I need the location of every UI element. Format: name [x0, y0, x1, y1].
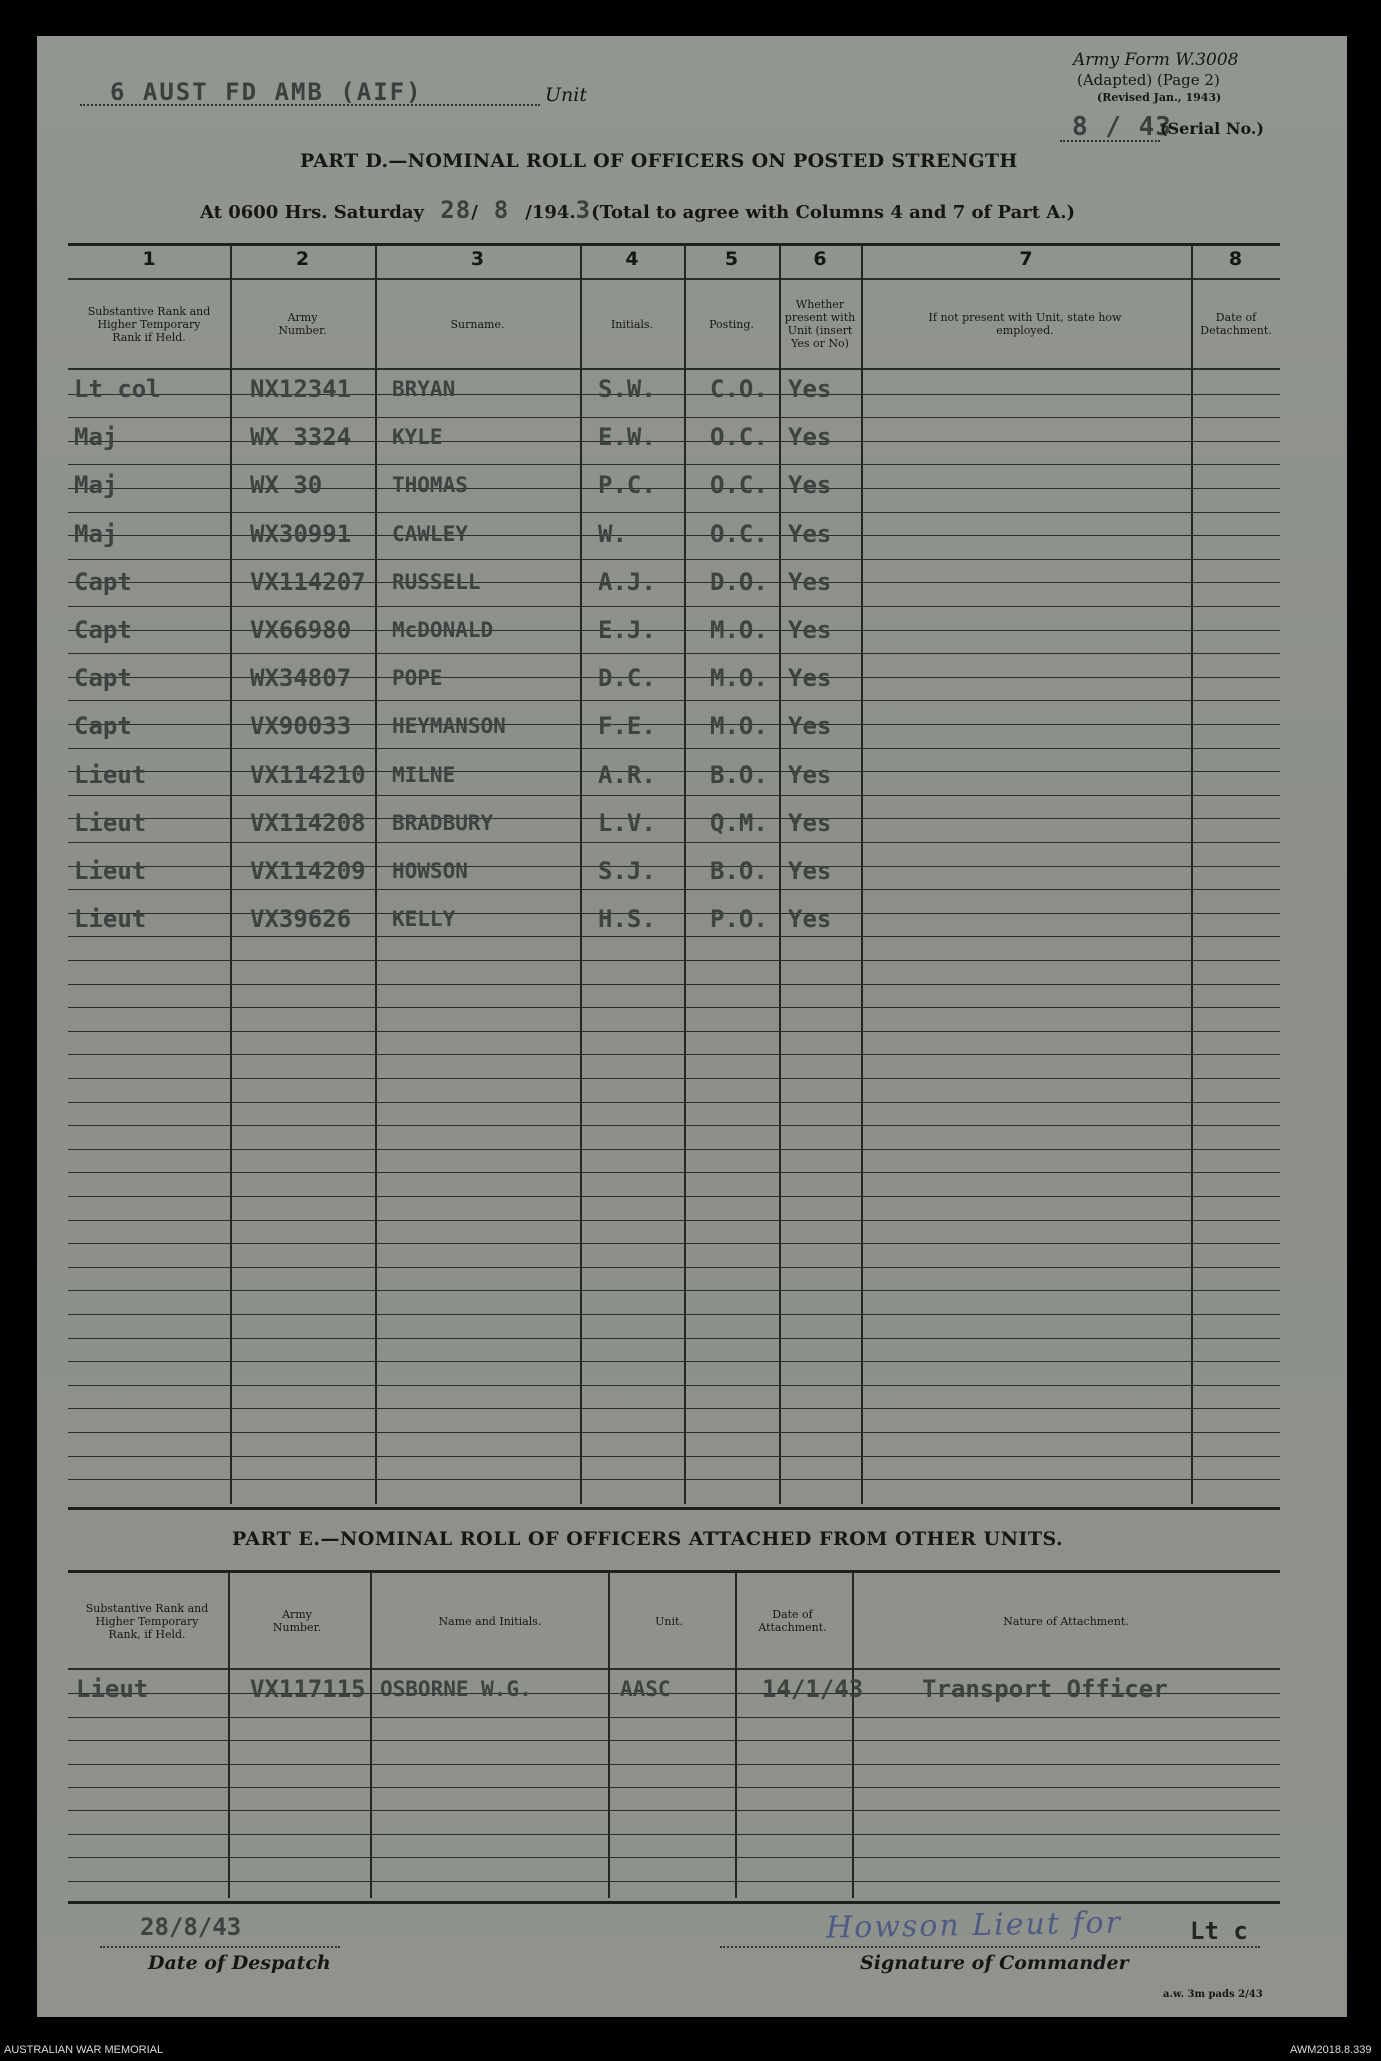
colnum-6: 6 [813, 248, 827, 270]
part-d-ruled-line [68, 1408, 1280, 1409]
part-d-initials-cell: E.W. [598, 423, 656, 451]
part-d-surname-cell: MILNE [392, 763, 456, 787]
part-d-initials-cell: P.C. [598, 471, 656, 499]
date-suffix: (Total to agree with Columns 4 and 7 of Part A.) [591, 202, 1076, 223]
colnum-8: 8 [1228, 248, 1243, 270]
part-d-ruled-line [68, 1385, 1280, 1386]
part-e-ruled-line [68, 1764, 1280, 1765]
part-d-ruled-line [68, 559, 1280, 560]
part-d-ruled-line [68, 960, 1280, 961]
colnum-4: 4 [625, 248, 639, 270]
part-d-surname-cell: RUSSELL [392, 570, 481, 594]
part-d-surname-cell: THOMAS [392, 473, 468, 497]
part-d-present-cell: Yes [788, 423, 832, 451]
part-e-ruled-line [68, 1740, 1280, 1741]
part-d-ruled-line [68, 1007, 1280, 1008]
part-d-ruled-line [68, 1290, 1280, 1291]
e-row-name: OSBORNE W.G. [380, 1677, 532, 1701]
part-d-ruled-line [68, 1031, 1280, 1032]
part-d-number-cell: VX114209 [250, 857, 366, 885]
part-e-header-divider [68, 1668, 1280, 1670]
part-d-ruled-line [68, 1172, 1280, 1173]
colhead-rank: Substantive Rank and Higher Temporary Rank if Held. [87, 304, 211, 344]
part-e-column-divider [735, 1572, 737, 1898]
print-code: a.w. 3m pads 2/43 [1163, 1989, 1263, 2000]
part-d-surname-cell: BRADBURY [392, 811, 494, 835]
part-d-number-cell: VX39626 [250, 905, 352, 933]
date-line: At 0600 Hrs. Saturday 28/ 8 /194.3(Total to agree with Columns 4 and 7 of Part A.) [200, 196, 1076, 224]
part-d-initials-cell: S.J. [598, 857, 656, 885]
date-month: 8 [493, 196, 510, 224]
part-d-present-cell: Yes [788, 616, 832, 644]
part-d-posting-cell: B.O. [710, 857, 768, 885]
part-d-initials-cell: L.V. [598, 809, 656, 837]
signature-label: Signature of Commander [860, 1952, 1129, 1974]
unit-dotted-line [80, 104, 540, 106]
part-d-ruled-line [68, 417, 1280, 418]
part-e-ruled-line [68, 1834, 1280, 1835]
part-d-ruled-line [68, 1432, 1280, 1433]
part-d-ruled-line [68, 795, 1280, 796]
part-d-ruled-line [68, 606, 1280, 607]
e-row-nature: Transport Officer [922, 1675, 1168, 1703]
part-d-surname-cell: CAWLEY [392, 522, 468, 546]
part-d-surname-cell: POPE [392, 666, 443, 690]
part-d-rank-cell: Lieut [74, 857, 147, 885]
part-e-column-divider [228, 1572, 230, 1898]
part-d-ruled-line [68, 1479, 1280, 1480]
part-d-initials-cell: E.J. [598, 616, 656, 644]
part-d-posting-cell: Q.M. [710, 809, 768, 837]
part-e-ruled-line [68, 1857, 1280, 1858]
part-e-ruled-line [68, 1717, 1280, 1718]
part-d-posting-cell: C.O. [710, 375, 768, 403]
part-e-ruled-line [68, 1810, 1280, 1811]
form-adapted: (Adapted) (Page 2) [1077, 71, 1220, 89]
e-colhead-army-number: Army Number. [272, 1608, 322, 1634]
serial-value: 8 / 43 [1072, 112, 1172, 142]
part-e-ruled-line [68, 1881, 1280, 1882]
part-d-surname-cell: HOWSON [392, 859, 468, 883]
date-year-prefix: 194. [531, 202, 576, 223]
part-d-ruled-line [68, 1125, 1280, 1126]
part-d-present-cell: Yes [788, 712, 832, 740]
part-d-number-cell: VX90033 [250, 712, 352, 740]
date-year-digit: 3 [575, 196, 592, 224]
part-d-rank-cell: Maj [74, 423, 118, 451]
part-d-present-cell: Yes [788, 857, 832, 885]
colhead-initials: Initials. [610, 317, 654, 331]
part-d-column-divider [230, 245, 232, 1504]
part-d-ruled-line [68, 1456, 1280, 1457]
signature-dotted-line [720, 1946, 1260, 1948]
colhead-employed: If not present with Unit, state how employed. [928, 311, 1122, 337]
part-d-column-divider [375, 245, 377, 1504]
part-d-column-divider [580, 245, 582, 1504]
part-d-number-cell: VX114207 [250, 568, 366, 596]
part-d-ruled-line [68, 1243, 1280, 1244]
part-d-rank-cell: Lieut [74, 809, 147, 837]
colhead-army-number: Army Number. [278, 311, 327, 337]
part-d-posting-cell: D.O. [710, 568, 768, 596]
part-d-ruled-line [68, 1267, 1280, 1268]
part-d-ruled-line [68, 1078, 1280, 1079]
part-d-posting-cell: M.O. [710, 664, 768, 692]
part-d-ruled-line [68, 1149, 1280, 1150]
part-d-rank-cell: Lt col [74, 375, 161, 403]
part-d-title: PART D.—NOMINAL ROLL OF OFFICERS ON POSTED STRENGTH [300, 150, 1018, 172]
part-d-surname-cell: KYLE [392, 425, 443, 449]
part-d-posting-cell: O.C. [710, 423, 768, 451]
e-row-rank: Lieut [76, 1675, 149, 1703]
part-d-ruled-line [68, 700, 1280, 701]
part-d-initials-cell: S.W. [598, 375, 656, 403]
archive-credit: AUSTRALIAN WAR MEMORIAL [4, 2044, 164, 2056]
part-d-posting-cell: O.C. [710, 471, 768, 499]
colhead-present: Whether present with Unit (insert Yes or No) [784, 298, 856, 350]
part-d-posting-cell: P.O. [710, 905, 768, 933]
part-d-rank-cell: Lieut [74, 905, 147, 933]
part-d-rank-cell: Capt [74, 664, 132, 692]
date-day: 28 [440, 196, 472, 224]
part-d-ruled-line [68, 1314, 1280, 1315]
despatch-dotted-line [100, 1946, 340, 1948]
part-d-ruled-line [68, 984, 1280, 985]
colnum-1: 1 [142, 248, 156, 270]
e-row-date: 14/1/43 [762, 1675, 864, 1703]
part-d-surname-cell: HEYMANSON [392, 714, 506, 738]
part-d-ruled-line [68, 1220, 1280, 1221]
e-row-unit: AASC [620, 1677, 671, 1701]
part-d-present-cell: Yes [788, 520, 832, 548]
colnum-5: 5 [724, 248, 739, 270]
colhead-surname: Surname. [450, 317, 505, 331]
part-d-rank-cell: Capt [74, 568, 132, 596]
part-d-number-cell: WX 30 [250, 471, 323, 499]
part-d-initials-cell: A.R. [598, 761, 656, 789]
colnum-7: 7 [1019, 248, 1033, 270]
despatch-value: 28/8/43 [140, 1913, 242, 1941]
part-d-number-cell: VX114208 [250, 809, 366, 837]
part-d-posting-cell: O.C. [710, 520, 768, 548]
part-d-initials-cell: A.J. [598, 568, 656, 596]
part-d-column-divider [1191, 245, 1193, 1504]
serial-dotted-line [1060, 140, 1160, 142]
part-d-surname-cell: KELLY [392, 907, 456, 931]
e-colhead-name: Name and Initials. [438, 1614, 542, 1628]
e-colhead-date: Date of Attachment. [758, 1608, 827, 1634]
part-d-present-cell: Yes [788, 809, 832, 837]
part-d-ruled-line [68, 653, 1280, 654]
part-d-present-cell: Yes [788, 905, 832, 933]
part-d-rank-cell: Maj [74, 471, 118, 499]
part-d-ruled-line [68, 842, 1280, 843]
colnum-3: 3 [470, 248, 485, 270]
part-d-column-divider [861, 245, 863, 1504]
colhead-detachment: Date of Detachment. [1200, 311, 1272, 337]
column-number-divider [68, 278, 1280, 280]
part-d-posting-cell: M.O. [710, 616, 768, 644]
part-d-present-cell: Yes [788, 761, 832, 789]
part-d-present-cell: Yes [788, 375, 832, 403]
part-d-ruled-line [68, 1338, 1280, 1339]
serial-label: (Serial No.) [1160, 119, 1264, 138]
part-d-column-divider [684, 245, 686, 1504]
part-d-posting-cell: M.O. [710, 712, 768, 740]
date-prefix: At 0600 Hrs. Saturday [200, 202, 425, 223]
signature-suffix: Lt c [1190, 1917, 1248, 1945]
unit-label: Unit [545, 84, 587, 106]
part-d-initials-cell: H.S. [598, 905, 656, 933]
part-d-present-cell: Yes [788, 471, 832, 499]
part-d-number-cell: VX66980 [250, 616, 352, 644]
part-d-number-cell: WX30991 [250, 520, 352, 548]
part-d-number-cell: WX 3324 [250, 423, 352, 451]
part-d-present-cell: Yes [788, 568, 832, 596]
part-d-posting-cell: B.O. [710, 761, 768, 789]
part-d-rank-cell: Lieut [74, 761, 147, 789]
part-d-present-cell: Yes [788, 664, 832, 692]
part-d-ruled-line [68, 1196, 1280, 1197]
part-d-surname-cell: McDONALD [392, 618, 494, 642]
despatch-label: Date of Despatch [148, 1952, 331, 1974]
part-d-ruled-line [68, 1054, 1280, 1055]
form-revised: (Revised Jan., 1943) [1097, 91, 1222, 104]
part-d-rank-cell: Capt [74, 616, 132, 644]
archive-reference: AWM2018.8.339 [1290, 2044, 1372, 2056]
part-d-column-divider [779, 245, 781, 1504]
part-d-number-cell: VX114210 [250, 761, 366, 789]
colnum-2: 2 [295, 248, 310, 270]
part-d-initials-cell: D.C. [598, 664, 656, 692]
form-number: Army Form W.3008 [1073, 50, 1239, 70]
e-row-number: VX117115 [250, 1675, 366, 1703]
part-d-ruled-line [68, 1102, 1280, 1103]
part-d-surname-cell: BRYAN [392, 377, 456, 401]
signature: Howson Lieut for [825, 1905, 1123, 1946]
part-d-rank-cell: Maj [74, 520, 118, 548]
e-colhead-unit: Unit. [655, 1614, 683, 1628]
part-d-rank-cell: Capt [74, 712, 132, 740]
part-d-initials-cell: W. [598, 520, 627, 548]
part-e-title: PART E.—NOMINAL ROLL OF OFFICERS ATTACHED FROM OTHER UNITS. [232, 1528, 1064, 1550]
part-d-ruled-line [68, 464, 1280, 465]
part-d-number-cell: WX34807 [250, 664, 352, 692]
colhead-posting: Posting. [709, 317, 754, 331]
part-d-ruled-line [68, 1361, 1280, 1362]
part-d-ruled-line [68, 512, 1280, 513]
e-colhead-rank: Substantive Rank and Higher Temporary Rank, if Held. [85, 1601, 209, 1641]
e-colhead-nature: Nature of Attachment. [1003, 1614, 1129, 1628]
part-e-ruled-line [68, 1787, 1280, 1788]
part-d-ruled-line [68, 936, 1280, 937]
unit-value: 6 AUST FD AMB (AIF) [110, 78, 423, 106]
column-header-divider [68, 368, 1280, 370]
part-d-ruled-line [68, 748, 1280, 749]
part-d-number-cell: NX12341 [250, 375, 352, 403]
part-d-ruled-line [68, 889, 1280, 890]
part-d-initials-cell: F.E. [598, 712, 656, 740]
